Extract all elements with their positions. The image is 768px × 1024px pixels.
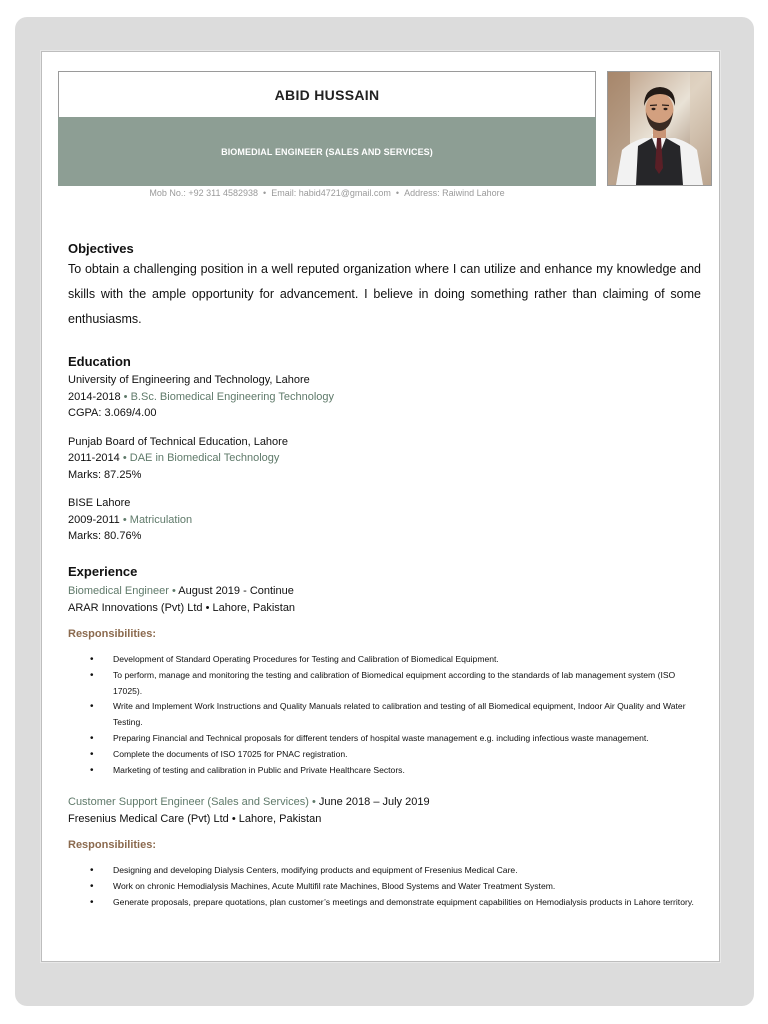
- contact-address: Address: Raiwind Lahore: [404, 188, 505, 198]
- contact-mobile: Mob No.: +92 311 4582938: [149, 188, 259, 198]
- education-years: 2014-2018: [68, 390, 121, 403]
- list-item: • Designing and developing Dialysis Centers, modifying products and equipment of Fresenius Medical Care.: [113, 863, 703, 879]
- job-title-banner: BIOMEDIAL ENGINEER (SALES AND SERVICES): [58, 117, 596, 186]
- education-institution: Punjab Board of Technical Education, Lahore: [68, 435, 288, 448]
- job-location: Lahore, Pakistan: [212, 601, 296, 614]
- list-item: • Write and Implement Work Instructions and Quality Manuals related to calibration and testing of all Biomedical equipment, Indoor Air Quality and Water Testing.: [113, 699, 703, 731]
- job-period: August 2019 - Continue: [178, 585, 294, 597]
- education-years-degree: [68, 512, 334, 529]
- education-years-degree: [68, 389, 334, 406]
- contact-separator: •: [395, 188, 400, 198]
- education-degree: B.Sc. Biomedical Engineering Technology: [130, 390, 335, 403]
- list-item: • Generate proposals, prepare quotations, plan customer’s meetings and demonstrate equipment capabilities on Hemodialysis products in Lahore territory.: [113, 895, 703, 911]
- contact-email: Email: habid4721@gmail.com: [271, 188, 391, 198]
- education-score: Marks: 80.76%: [68, 530, 142, 542]
- bullet-separator: •: [205, 601, 210, 614]
- name-heading: ABID HUSSAIN: [58, 71, 596, 118]
- education-years: 2009-2011: [68, 513, 120, 526]
- portrait-illustration: [608, 72, 711, 185]
- profile-photo: [607, 71, 712, 186]
- objectives-heading: Objectives: [68, 241, 134, 256]
- list-item: • Complete the documents of ISO 17025 for PNAC registration.: [113, 747, 703, 763]
- job-role-period: [68, 794, 703, 811]
- education-heading: Education: [68, 354, 131, 369]
- job-company-location: [68, 811, 703, 828]
- bullet-separator: •: [123, 390, 128, 403]
- experience-heading: Experience: [68, 564, 138, 579]
- education-institution: University of Engineering and Technology, Lahore: [68, 374, 310, 386]
- list-item: • Work on chronic Hemodialysis Machines, Acute Multifil rate Machines, Blood Systems and Water Treatment System.: [113, 879, 703, 895]
- responsibilities-heading: Responsibilities:: [68, 839, 157, 852]
- job-company-location: [68, 600, 703, 617]
- job-entry: [68, 583, 703, 778]
- bullet-separator: •: [122, 452, 127, 464]
- responsibilities-list: [68, 652, 703, 778]
- job-location: Lahore, Pakistan: [238, 812, 322, 825]
- education-score: Marks: 87.25%: [68, 468, 142, 481]
- education-entry: [68, 495, 334, 545]
- education-years: 2011-2014: [68, 452, 120, 464]
- contact-line: [58, 188, 596, 198]
- job-period: June 2018 – July 2019: [318, 796, 430, 809]
- job-entry: [68, 794, 703, 910]
- responsibilities-list: [68, 863, 703, 910]
- list-item: • To perform, manage and monitoring the testing and calibration of Biomedical equipment according to the standards of lab management system (ISO 17025).: [113, 668, 703, 700]
- responsibilities-heading: Responsibilities:: [68, 628, 157, 640]
- education-score: CGPA: 3.069/4.00: [68, 407, 157, 419]
- job-role: Biomedical Engineer: [68, 585, 169, 597]
- resume-page: [41, 51, 720, 962]
- list-item: • Marketing of testing and calibration in Public and Private Healthcare Sectors.: [113, 763, 703, 779]
- objectives-text: To obtain a challenging position in a well reputed organization where I can utilize and enhance my knowledge and skills with the ample opportunity for advancement. I believe in doing something rather than claiming of some enthusiasms.: [68, 262, 701, 326]
- education-section: [68, 354, 334, 545]
- bullet-separator: •: [311, 796, 316, 809]
- education-institution: BISE Lahore: [68, 497, 131, 509]
- list-item: • Preparing Financial and Technical proposals for different tenders of hospital waste management e.g. including infectious waste management.: [113, 731, 703, 747]
- job-role: Customer Support Engineer (Sales and Services): [68, 796, 309, 809]
- contact-separator: •: [263, 188, 267, 198]
- education-years-degree: [68, 450, 334, 467]
- bullet-separator: •: [231, 812, 236, 825]
- job-company: ARAR Innovations (Pvt) Ltd: [68, 601, 203, 614]
- education-degree: Matriculation: [129, 513, 193, 526]
- objectives-section: [68, 241, 701, 332]
- education-entry: [68, 372, 334, 422]
- job-role-period: [68, 583, 703, 600]
- bullet-separator: •: [122, 513, 127, 526]
- job-company: Fresenius Medical Care (Pvt) Ltd: [68, 812, 229, 825]
- education-entry: [68, 434, 334, 484]
- list-item: • Development of Standard Operating Procedures for Testing and Calibration of Biomedical Equipment.: [113, 652, 703, 668]
- experience-section: [68, 564, 703, 911]
- education-degree: DAE in Biomedical Technology: [129, 452, 280, 464]
- bullet-separator: •: [171, 585, 176, 597]
